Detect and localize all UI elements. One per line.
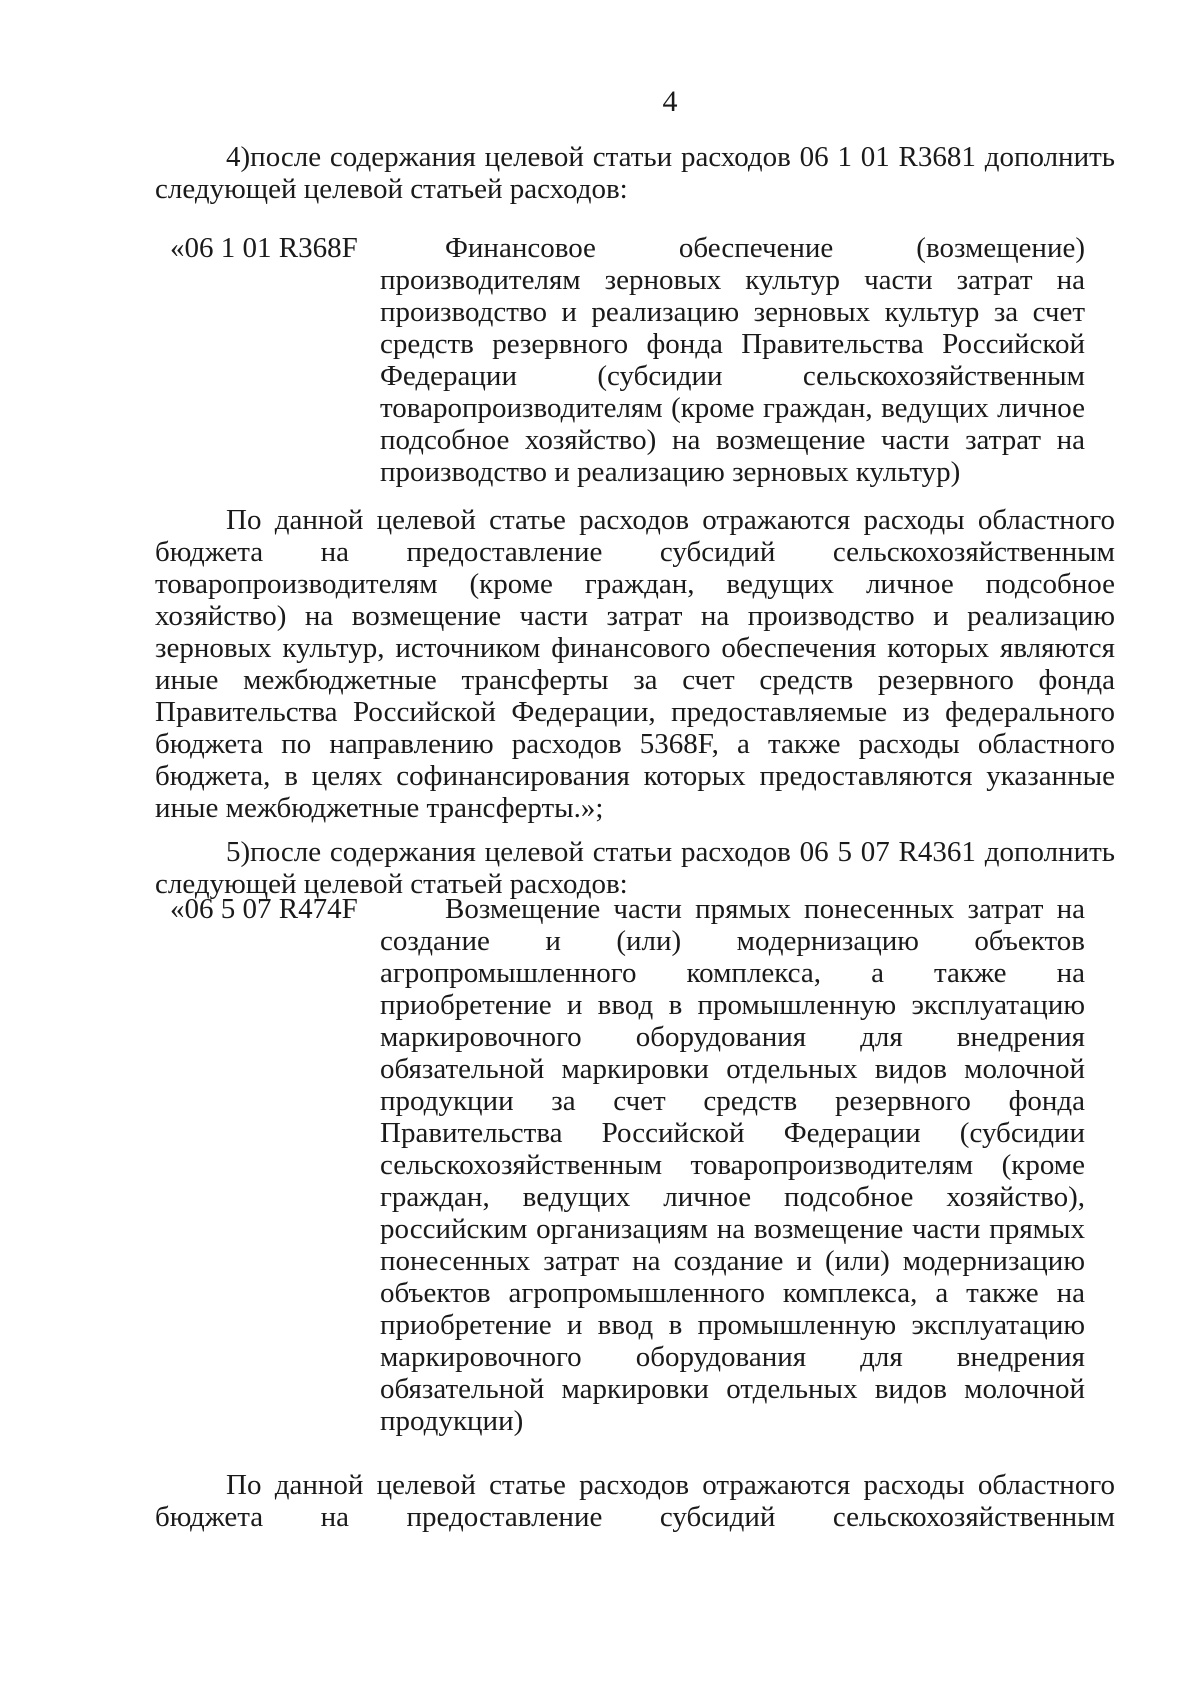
paragraph-text: По данной целевой статье расходов отражаются расходы областного бюджета на предоставление субсидий сельскохозяйственным товаропроизводителям (кроме граждан, ведущих личное подсобное хозяйство) на возмещение части затрат на производство и реализацию зерновых культур, источником финансового обеспечения которых являются иные межбюджетные трансферты за счет средств резервного фонда Правительства Российской Федерации, предоставляемые из федерального бюджета по направлению расходов 5368F, а также расходы областного бюджета, в целях софинансирования которых предоставляются указанные иные межбюджетные трансферты.»;	[155, 504, 1115, 824]
entry-description: Возмещение части прямых понесенных затрат на создание и (или) модернизацию объектов агропромышленного комплекса, а также на приобретение и ввод в промышленную эксплуатацию маркировочного оборудования для внедрения обязательной маркировки отдельных видов молочной продукции за счет средств резервного фонда Правительства Российской Федерации (субсидии сельскохозяйственным товаропроизводителям (кроме граждан, ведущих личное подсобное хозяйство), российским организациям на возмещение части прямых понесенных затрат на создание и (или) модернизацию объектов агропромышленного комплекса, а также на приобретение и ввод в промышленную эксплуатацию маркировочного оборудования для внедрения обязательной маркировки отдельных видов молочной продукции)	[380, 893, 1085, 1437]
item-5-text: после содержания целевой статьи расходов 06 5 07 R4361 дополнить следующей целевой статьей расходов:	[155, 836, 1115, 900]
entry-code: «06 1 01 R368F	[170, 232, 358, 264]
paragraph-text: По данной целевой статье расходов отражаются расходы областного бюджета на предоставление субсидий сельскохозяйственным	[155, 1469, 1115, 1533]
explanation-paragraph-1	[155, 504, 1115, 824]
page-number: 4	[662, 85, 678, 118]
item-4-number: 4)	[226, 141, 251, 173]
item-5-paragraph	[155, 836, 1115, 900]
item-5-number: 5)	[226, 836, 251, 868]
item-4-paragraph	[155, 141, 1115, 205]
entry-code: «06 5 07 R474F	[170, 893, 358, 925]
item-5	[155, 836, 1115, 900]
explanation-paragraph-2	[155, 1469, 1115, 1533]
item-4-text: после содержания целевой статьи расходов 06 1 01 R3681 дополнить следующей целевой статьей расходов:	[155, 141, 1115, 205]
item-4	[155, 141, 1115, 205]
entry-description: Финансовое обеспечение (возмещение) производителям зерновых культур части затрат на производство и реализацию зерновых культур за счет средств резервного фонда Правительства Российской Федерации (субсидии сельскохозяйственным товаропроизводителям (кроме граждан, ведущих личное подсобное хозяйство) на возмещение части затрат на производство и реализацию зерновых культур)	[380, 232, 1085, 488]
